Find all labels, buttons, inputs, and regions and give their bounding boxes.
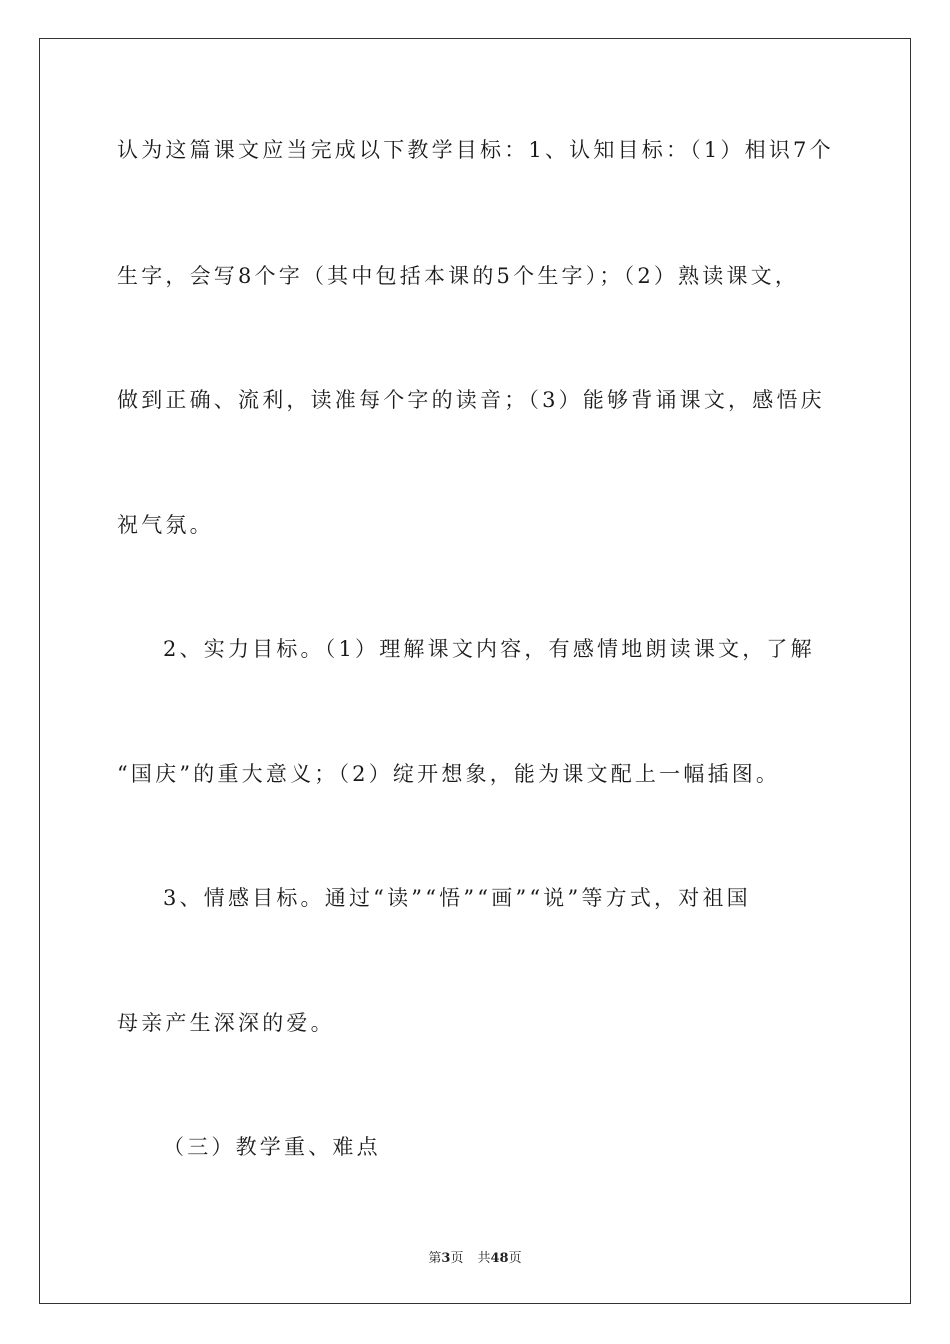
page-footer: [0, 1247, 950, 1266]
body-line-3: 做到正确、流利，读准每个字的读音；（3）能够背诵课文，感悟庆: [117, 388, 825, 412]
section-heading: （三）教学重、难点: [163, 1135, 381, 1159]
body-line-5: 2、实力目标。（1）理解课文内容，有感情地朗读课文，了解: [163, 637, 815, 661]
body-line-4: 祝气氛。: [117, 513, 214, 537]
footer-page-prefix: 第: [428, 1251, 442, 1266]
body-line-1: 认为这篇课文应当完成以下教学目标：1、认知目标：（1）相识7个: [117, 138, 834, 162]
footer-page-number: 3: [441, 1251, 451, 1266]
footer-page-suffix: 页: [450, 1251, 464, 1266]
body-line-8: 母亲产生深深的爱。: [117, 1011, 335, 1035]
body-line-2: 生字，会写8个字（其中包括本课的5个生字）；（2）熟读课文，: [117, 264, 800, 288]
footer-total-prefix: 共: [477, 1251, 491, 1266]
footer-total-suffix: 页: [508, 1251, 522, 1266]
page-border: [39, 38, 911, 1304]
body-line-6: “国庆”的重大意义；（2）绽开想象，能为课文配上一幅插图。: [117, 762, 781, 786]
footer-total-pages: 48: [490, 1251, 509, 1266]
body-line-7: 3、情感目标。通过“读”“悟”“画”“说”等方式，对祖国: [163, 886, 751, 910]
